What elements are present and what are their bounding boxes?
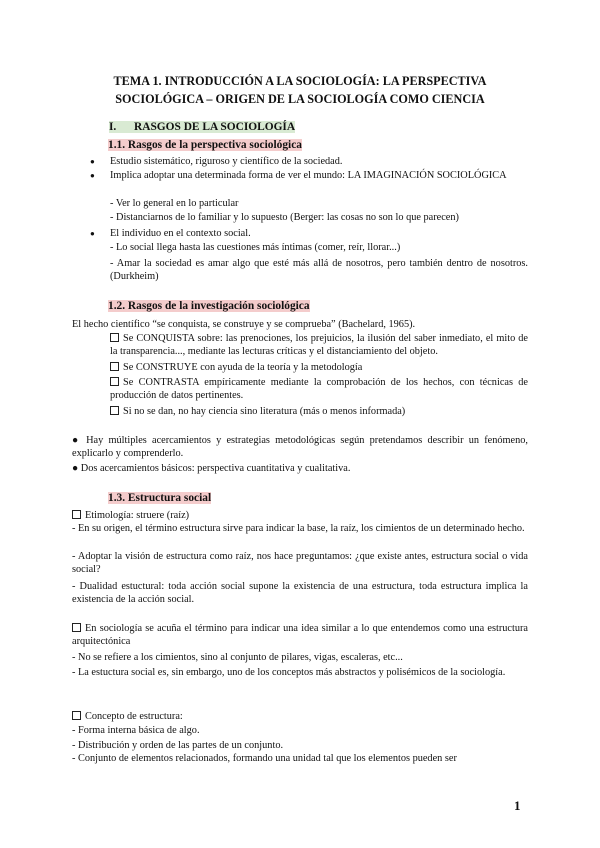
section-heading-1 [109, 121, 295, 133]
paragraph-intro: El hecho científico “se conquista, se construye y se comprueba” (Bachelard, 1965). [72, 319, 416, 330]
paragraph: Concepto de estructura: [72, 710, 528, 723]
paragraph: - Adoptar la visión de estructura como raíz, nos hace preguntamos: ¿que existe antes, estructura social o vida social? [72, 551, 528, 576]
bullet-item: ● Estudio sistemático, riguroso y científico de la sociedad. [90, 156, 343, 167]
paragraph: - Conjunto de elementos relacionados, formando una unidad tal que los elementos pueden ser [72, 753, 457, 764]
title-line-1: TEMA 1. INTRODUCCIÓN A LA SOCIOLOGÍA: LA PERSPECTIVA [113, 74, 487, 88]
checklist-item: Se CONSTRUYE con ayuda de la teoría y la metodología [110, 361, 528, 374]
bullet-icon: ● [90, 171, 95, 180]
subheading-1-2: 1.2. Rasgos de la investigación sociológica [108, 300, 310, 312]
paragraph: - Dualidad estuctural: toda acción social supone la existencia de una estructura, toda estructura implica la existencia de la acción social. [72, 581, 528, 606]
bullet-item: ● Implica adoptar una determinada forma de ver el mundo: LA IMAGINACIÓN SOCIOLÓGICA [90, 170, 507, 181]
sub-item: - Amar la sociedad es amar algo que esté más allá de nosotros, pero también dentro de nosotros. (Durkheim) [110, 258, 528, 283]
checkbox-icon [110, 377, 119, 386]
paragraph: - En su origen, el término estructura sirve para indicar la base, la raíz, los cimientos de un determinado hecho. [72, 523, 525, 534]
title-line-2: SOCIOLÓGICA – ORIGEN DE LA SOCIOLOGÍA COMO CIENCIA [115, 92, 485, 106]
bullet-icon: ● [90, 229, 95, 238]
checkbox-icon [110, 333, 119, 342]
checklist-item: Si no se dan, no hay ciencia sino literatura (más o menos informada) [110, 405, 528, 418]
bullet-item: ● El individuo en el contexto social. [90, 228, 251, 239]
paragraph: Etimología: struere (raíz) [72, 509, 528, 522]
paragraph: - Distribución y orden de las partes de un conjunto. [72, 740, 284, 751]
checkbox-icon [110, 362, 119, 371]
paragraph: ● Dos acercamientos básicos: perspectiva cuantitativa y cualitativa. [72, 463, 351, 474]
paragraph: ● Hay múltiples acercamientos y estrategias metodológicas según pretendamos describir un fenómeno, explicarlo y comprenderlo. [72, 435, 528, 460]
paragraph: - Forma interna básica de algo. [72, 725, 200, 736]
paragraph: - La estuctura social es, sin embargo, uno de los conceptos más abstractos y polisémicos de la sociología. [72, 667, 506, 678]
checkbox-icon [72, 623, 81, 632]
checkbox-icon [110, 406, 119, 415]
sub-item: - Distanciarnos de lo familiar y lo supuesto (Berger: las cosas no son lo que parecen) [110, 212, 459, 223]
page-number: 1 [514, 798, 521, 813]
sub-item: - Lo social llega hasta las cuestiones más íntimas (comer, reír, llorar...) [110, 242, 401, 253]
checkbox-icon [72, 510, 81, 519]
sub-item: - Ver lo general en lo particular [110, 198, 239, 209]
checkbox-icon [72, 711, 81, 720]
checklist-item: Se CONQUISTA sobre: las prenociones, los prejuicios, la ilusión del saber inmediato, el mito de la transparencia..., mediante las lecturas críticas y el distanciamiento del objeto. [110, 333, 528, 358]
section-number: I. [109, 121, 117, 133]
section-label: RASGOS DE LA SOCIOLOGÍA [134, 121, 296, 133]
subheading-1-1: 1.1. Rasgos de la perspectiva sociológica [108, 139, 302, 151]
checklist-item: Se CONTRASTA empíricamente mediante la comprobación de los hechos, con técnicas de producción de datos pertinentes. [110, 377, 528, 402]
bullet-icon: ● [90, 157, 95, 166]
paragraph: - No se refiere a los cimientos, sino al conjunto de pilares, vigas, escaleras, etc... [72, 652, 403, 663]
paragraph: En sociología se acuña el término para indicar una idea similar a lo que entendemos como una estructura arquitectónica [72, 623, 528, 648]
subheading-1-3: 1.3. Estructura social [108, 492, 212, 504]
document-title [60, 72, 540, 108]
